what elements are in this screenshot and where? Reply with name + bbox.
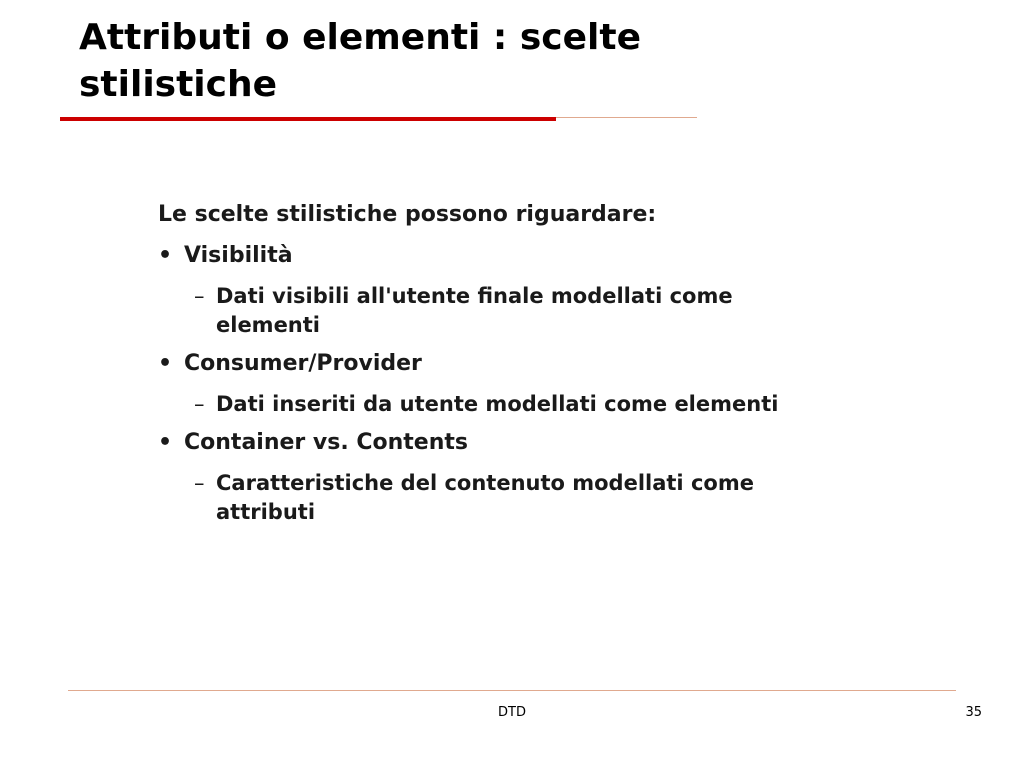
intro-text: Le scelte stilistiche possono riguardare:	[158, 202, 657, 227]
page-number: 35	[965, 705, 982, 720]
dash-icon: –	[194, 392, 205, 416]
bullet-dot-icon: •	[158, 351, 173, 376]
dash-icon: –	[194, 284, 205, 308]
footer-divider	[68, 690, 956, 691]
sub-item-text: Caratteristiche del contenuto modellati come attributi	[216, 471, 754, 524]
slide-content	[158, 196, 858, 537]
title-underline-accent	[60, 117, 556, 121]
bullet-item-visibilita	[158, 242, 858, 270]
bullet-item-consumer-provider	[158, 350, 858, 378]
title-underline-thin	[556, 117, 697, 118]
bullet-label: Consumer/Provider	[184, 351, 422, 376]
bullet-label: Visibilità	[184, 243, 293, 268]
sub-item-consumer-provider	[158, 390, 816, 419]
bullet-item-container-contents	[158, 429, 858, 457]
slide-title: Attributi o elementi : scelte stilistiche	[79, 17, 642, 105]
bullet-label: Container vs. Contents	[184, 430, 469, 455]
bullet-dot-icon: •	[158, 430, 173, 455]
sub-item-container-contents	[158, 469, 816, 527]
dash-icon: –	[194, 471, 205, 495]
footer-label: DTD	[498, 705, 526, 720]
sub-item-text: Dati inseriti da utente modellati come elementi	[216, 392, 779, 416]
sub-item-visibilita	[158, 282, 816, 340]
bullet-dot-icon: •	[158, 243, 173, 268]
sub-item-text: Dati visibili all'utente finale modellati come elementi	[216, 284, 733, 337]
